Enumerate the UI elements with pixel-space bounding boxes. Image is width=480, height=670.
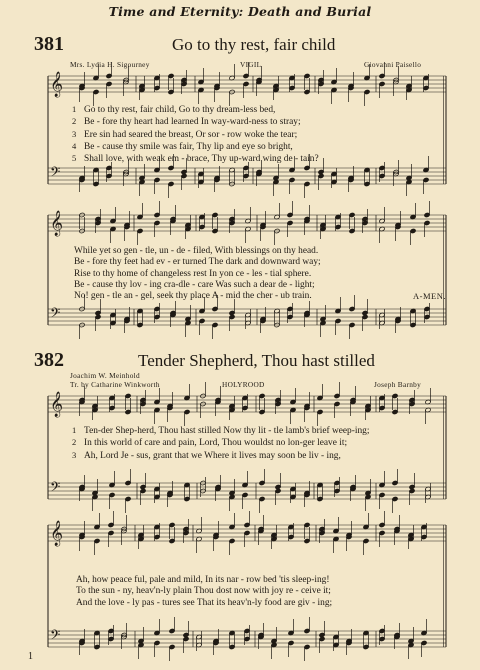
svg-text:𝄞: 𝄞	[50, 521, 64, 546]
verse-line: Be - fore thy feet had ev - er turned The dark and downward way;	[74, 257, 321, 268]
verse-line: Be - cause thy lov - ing cra-dle - care Was such a dear de - light;	[74, 279, 315, 290]
verse-line: Ah, how peace ful, pale and mild, In its nar - row bed 'tis sleep-ing!	[76, 575, 330, 585]
verse-number: 4	[72, 140, 77, 151]
verse-line: And the love - ly pas - tures see That its heav'n-ly food are giv - ing;	[76, 597, 333, 608]
section-title: Time and Eternity: Death and Burial	[108, 4, 372, 19]
verse-line: 2 Be - fore thy heart had learned In way-ward-ness to stray;	[72, 116, 301, 128]
verse-line: To the sun - ny, heav'n-ly plain Thou dost now with joy re - ceive it;	[76, 586, 331, 597]
hymn-tune: VIGIL	[240, 60, 262, 69]
verse-line: No! gen - tle an - gel, seek thy place A - mid the cher - ub train.	[74, 291, 312, 302]
hymn-tune: HOLYROOD	[222, 380, 265, 389]
hymn-title: Go to thy rest, fair child	[172, 35, 336, 54]
verse-number: 3	[72, 449, 77, 460]
verse-line: 3 Ah, Lord Je - sus, grant that we Where it lives may soon be liv - ing,	[72, 449, 341, 461]
verse-line: 3 Ere sin had seared the breast, Or sor - row woke the tear;	[72, 128, 298, 140]
hymn-composer: Joseph Barnby	[374, 380, 422, 389]
hymn-verses-block	[72, 425, 369, 462]
svg-text:𝄞: 𝄞	[50, 211, 64, 236]
verse-number: 1	[72, 104, 77, 114]
verse-line: 5 Shall love, with weak em - brace, Thy up-ward wing de - tain?	[72, 153, 319, 165]
hymn-translator: Tr. by Catharine Winkworth	[70, 380, 160, 389]
verse-number: 2	[72, 437, 77, 448]
hymn-composer: Giovanni Paisello	[364, 60, 422, 69]
hymn-verses-block	[72, 104, 319, 165]
amen: A-MEN.	[413, 291, 446, 301]
hymn-number: 381	[34, 33, 64, 55]
svg-text:𝄞: 𝄞	[50, 72, 64, 97]
svg-text:𝄢: 𝄢	[50, 627, 61, 646]
hymn-number: 382	[34, 349, 64, 371]
verse-line: 4 Be - cause thy smile was fair, Thy lip and eye so bright,	[72, 140, 293, 152]
verse-line: While yet so gen - tle, un - de - filed, With blessings on thy head.	[74, 246, 319, 256]
verse-number: 3	[72, 128, 77, 139]
verse-number: 5	[72, 153, 77, 164]
svg-text:𝄢: 𝄢	[50, 479, 61, 498]
page-number: 1	[28, 651, 33, 662]
hymn-verses-block	[74, 246, 321, 302]
hymn-author: Mrs. Lydia H. Sigourney	[70, 60, 150, 69]
svg-text:𝄞: 𝄞	[50, 392, 64, 417]
verse-line: Rise to thy home of changeless rest In yon ce - les - tial sphere.	[74, 268, 312, 279]
hymn-author: Joachim W. Meinhold	[70, 371, 140, 380]
verse-number: 1	[72, 425, 77, 435]
verse-number: 2	[72, 116, 77, 127]
verse-line: 1 Ten-der Shep-herd, Thou hast stilled Now thy lit - tle lamb's brief weep-ing;	[72, 425, 370, 436]
svg-text:𝄢: 𝄢	[50, 305, 61, 324]
hymn-verses-block	[76, 575, 332, 609]
svg-text:𝄢: 𝄢	[50, 164, 61, 183]
hymn-title: Tender Shepherd, Thou hast stilled	[138, 351, 375, 370]
verse-line: 1 Go to thy rest, fair child, Go to thy dream-less bed,	[72, 104, 276, 115]
verse-line: 2 In this world of care and pain, Lord, Thou wouldst no lon-ger leave it;	[72, 437, 348, 449]
